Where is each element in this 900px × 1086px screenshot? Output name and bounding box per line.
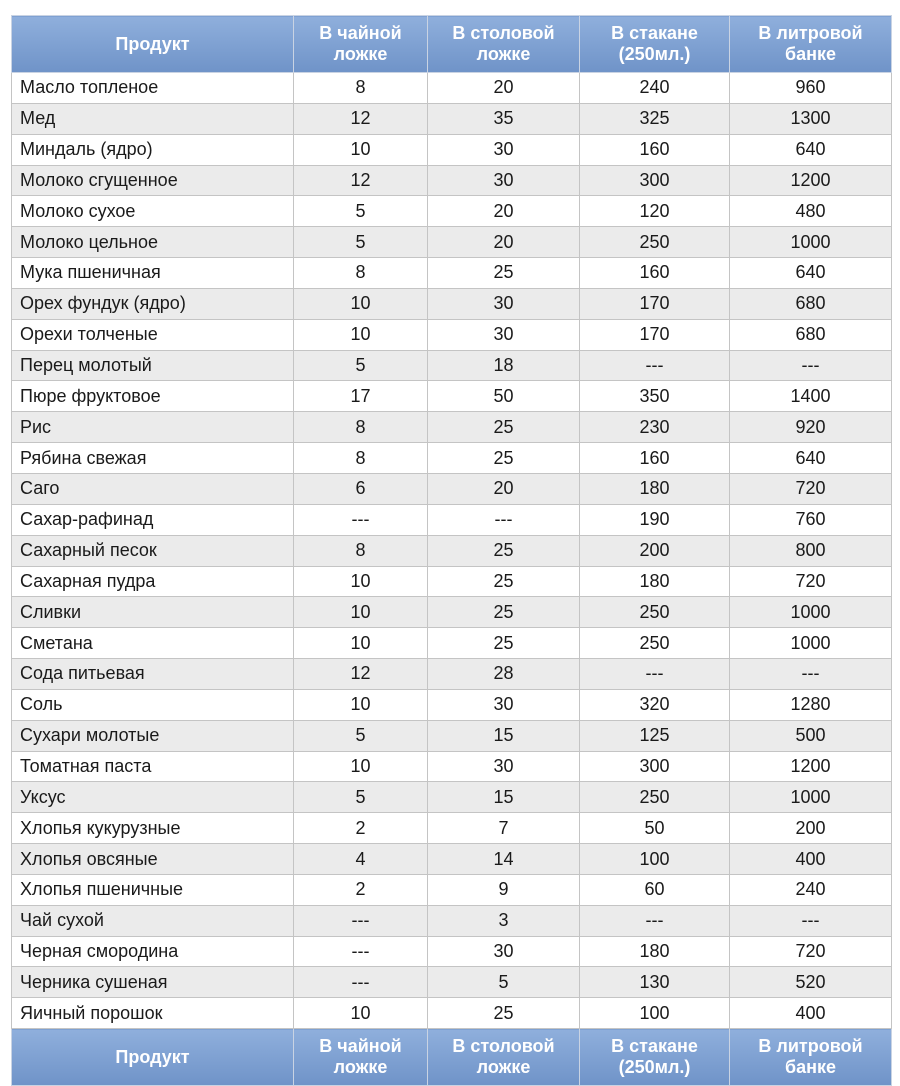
glass-value: 100 [580, 844, 730, 875]
footer-tablespoon-line2: ложке [476, 1057, 531, 1078]
table-row [12, 905, 892, 936]
table-row [12, 936, 892, 967]
product-name: Чай сухой [12, 905, 294, 936]
liter-jar-value: 960 [730, 73, 892, 104]
glass-value: 170 [580, 319, 730, 350]
liter-jar-value: 640 [730, 134, 892, 165]
teaspoon-value: 10 [294, 998, 428, 1029]
product-name: Сода питьевая [12, 659, 294, 690]
tablespoon-value: 20 [428, 73, 580, 104]
product-name: Рябина свежая [12, 443, 294, 474]
liter-jar-value: 920 [730, 412, 892, 443]
header-tablespoon-line2: ложке [476, 44, 531, 64]
measures-table-container [11, 15, 891, 1086]
header-tablespoon [428, 16, 580, 73]
tablespoon-value: 30 [428, 319, 580, 350]
glass-value: 230 [580, 412, 730, 443]
table-row [12, 196, 892, 227]
liter-jar-value: 720 [730, 473, 892, 504]
glass-value: 180 [580, 936, 730, 967]
table-row [12, 689, 892, 720]
tablespoon-value: 15 [428, 782, 580, 813]
teaspoon-value: 8 [294, 258, 428, 289]
header-teaspoon-line1: В чайной [319, 23, 402, 43]
teaspoon-value: 10 [294, 751, 428, 782]
tablespoon-value: --- [428, 504, 580, 535]
product-name: Рис [12, 412, 294, 443]
glass-value: 60 [580, 874, 730, 905]
tablespoon-value: 30 [428, 165, 580, 196]
teaspoon-value: 12 [294, 103, 428, 134]
teaspoon-value: 12 [294, 165, 428, 196]
liter-jar-value: 760 [730, 504, 892, 535]
teaspoon-value: 10 [294, 628, 428, 659]
liter-jar-value: 680 [730, 319, 892, 350]
table-row [12, 782, 892, 813]
teaspoon-value: 10 [294, 566, 428, 597]
table-header [12, 16, 892, 73]
teaspoon-value: 10 [294, 319, 428, 350]
tablespoon-value: 25 [428, 443, 580, 474]
tablespoon-value: 15 [428, 720, 580, 751]
teaspoon-value: 5 [294, 227, 428, 258]
product-name: Мед [12, 103, 294, 134]
teaspoon-value: 4 [294, 844, 428, 875]
liter-jar-value: 200 [730, 813, 892, 844]
footer-row [12, 1029, 892, 1086]
teaspoon-value: --- [294, 967, 428, 998]
liter-jar-value: 1200 [730, 751, 892, 782]
liter-jar-value: --- [730, 659, 892, 690]
teaspoon-value: --- [294, 936, 428, 967]
liter-jar-value: 640 [730, 443, 892, 474]
table-row [12, 751, 892, 782]
product-name: Молоко сгущенное [12, 165, 294, 196]
product-name: Сметана [12, 628, 294, 659]
measures-table [11, 15, 892, 1086]
glass-value: 250 [580, 782, 730, 813]
header-liter-jar [730, 16, 892, 73]
footer-liter-jar-line2: банке [784, 1057, 837, 1078]
glass-value: 190 [580, 504, 730, 535]
teaspoon-value: 5 [294, 720, 428, 751]
product-name: Масло топленое [12, 73, 294, 104]
glass-value: 300 [580, 751, 730, 782]
table-body [12, 73, 892, 1029]
teaspoon-value: 5 [294, 782, 428, 813]
product-name: Пюре фруктовое [12, 381, 294, 412]
table-row [12, 412, 892, 443]
table-row [12, 134, 892, 165]
product-name: Черника сушеная [12, 967, 294, 998]
teaspoon-value: 8 [294, 535, 428, 566]
footer-product: Продукт [12, 1029, 294, 1086]
product-name: Сухари молотые [12, 720, 294, 751]
glass-value: 320 [580, 689, 730, 720]
teaspoon-value: 10 [294, 597, 428, 628]
table-row [12, 288, 892, 319]
tablespoon-value: 3 [428, 905, 580, 936]
footer-teaspoon-line2: ложке [333, 1057, 388, 1078]
teaspoon-value: 8 [294, 412, 428, 443]
table-row [12, 535, 892, 566]
footer-liter-jar [730, 1029, 892, 1086]
liter-jar-value: 1000 [730, 782, 892, 813]
glass-value: 250 [580, 628, 730, 659]
teaspoon-value: 17 [294, 381, 428, 412]
liter-jar-value: 520 [730, 967, 892, 998]
product-name: Уксус [12, 782, 294, 813]
tablespoon-value: 9 [428, 874, 580, 905]
liter-jar-value: 400 [730, 998, 892, 1029]
tablespoon-value: 14 [428, 844, 580, 875]
liter-jar-value: 720 [730, 936, 892, 967]
table-row [12, 628, 892, 659]
glass-value: 250 [580, 597, 730, 628]
liter-jar-value: 640 [730, 258, 892, 289]
tablespoon-value: 20 [428, 227, 580, 258]
liter-jar-value: 400 [730, 844, 892, 875]
table-row [12, 874, 892, 905]
tablespoon-value: 25 [428, 998, 580, 1029]
product-name: Сливки [12, 597, 294, 628]
header-product: Продукт [12, 16, 294, 73]
product-name: Сахарный песок [12, 535, 294, 566]
liter-jar-value: 1000 [730, 597, 892, 628]
liter-jar-value: 500 [730, 720, 892, 751]
tablespoon-value: 28 [428, 659, 580, 690]
product-name: Хлопья пшеничные [12, 874, 294, 905]
product-name: Томатная паста [12, 751, 294, 782]
table-row [12, 813, 892, 844]
footer-teaspoon [294, 1029, 428, 1086]
liter-jar-value: 1000 [730, 227, 892, 258]
table-row [12, 566, 892, 597]
tablespoon-value: 25 [428, 597, 580, 628]
tablespoon-value: 20 [428, 196, 580, 227]
footer-glass-line1: В стакане [611, 1036, 698, 1057]
tablespoon-value: 30 [428, 134, 580, 165]
product-name: Перец молотый [12, 350, 294, 381]
header-liter-jar-line2: банке [784, 44, 837, 64]
liter-jar-value: 1000 [730, 628, 892, 659]
glass-value: 180 [580, 566, 730, 597]
glass-value: 50 [580, 813, 730, 844]
header-glass-line1: В стакане [611, 23, 698, 43]
table-row [12, 998, 892, 1029]
table-footer [12, 1029, 892, 1086]
table-row [12, 473, 892, 504]
product-name: Миндаль (ядро) [12, 134, 294, 165]
product-name: Хлопья кукурузные [12, 813, 294, 844]
teaspoon-value: 10 [294, 288, 428, 319]
tablespoon-value: 30 [428, 288, 580, 319]
liter-jar-value: --- [730, 350, 892, 381]
glass-value: --- [580, 350, 730, 381]
teaspoon-value: 2 [294, 813, 428, 844]
liter-jar-value: 1300 [730, 103, 892, 134]
table-row [12, 443, 892, 474]
product-name: Орехи толченые [12, 319, 294, 350]
liter-jar-value: 680 [730, 288, 892, 319]
product-name: Сахар-рафинад [12, 504, 294, 535]
table-row [12, 381, 892, 412]
table-row [12, 597, 892, 628]
tablespoon-value: 7 [428, 813, 580, 844]
tablespoon-value: 25 [428, 535, 580, 566]
product-name: Соль [12, 689, 294, 720]
teaspoon-value: --- [294, 905, 428, 936]
product-name: Саго [12, 473, 294, 504]
product-name: Сахарная пудра [12, 566, 294, 597]
product-name: Молоко цельное [12, 227, 294, 258]
product-name: Черная смородина [12, 936, 294, 967]
teaspoon-value: 8 [294, 443, 428, 474]
header-row [12, 16, 892, 73]
table-row [12, 227, 892, 258]
glass-value: 120 [580, 196, 730, 227]
tablespoon-value: 30 [428, 936, 580, 967]
glass-value: --- [580, 905, 730, 936]
table-row [12, 319, 892, 350]
table-row [12, 350, 892, 381]
tablespoon-value: 5 [428, 967, 580, 998]
table-row [12, 73, 892, 104]
header-glass-line2: (250мл.) [618, 44, 691, 64]
glass-value: 350 [580, 381, 730, 412]
header-teaspoon [294, 16, 428, 73]
header-tablespoon-line1: В столовой [452, 23, 555, 43]
liter-jar-value: --- [730, 905, 892, 936]
tablespoon-value: 35 [428, 103, 580, 134]
liter-jar-value: 1400 [730, 381, 892, 412]
liter-jar-value: 240 [730, 874, 892, 905]
table-row [12, 967, 892, 998]
glass-value: 240 [580, 73, 730, 104]
product-name: Мука пшеничная [12, 258, 294, 289]
footer-glass-line2: (250мл.) [618, 1057, 691, 1078]
table-row [12, 165, 892, 196]
tablespoon-value: 25 [428, 412, 580, 443]
liter-jar-value: 480 [730, 196, 892, 227]
glass-value: 125 [580, 720, 730, 751]
table-row [12, 659, 892, 690]
tablespoon-value: 50 [428, 381, 580, 412]
glass-value: 170 [580, 288, 730, 319]
tablespoon-value: 25 [428, 566, 580, 597]
product-name: Яичный порошок [12, 998, 294, 1029]
table-row [12, 504, 892, 535]
teaspoon-value: 2 [294, 874, 428, 905]
table-row [12, 258, 892, 289]
glass-value: 100 [580, 998, 730, 1029]
glass-value: 160 [580, 258, 730, 289]
glass-value: 300 [580, 165, 730, 196]
glass-value: --- [580, 659, 730, 690]
teaspoon-value: 6 [294, 473, 428, 504]
tablespoon-value: 30 [428, 689, 580, 720]
footer-teaspoon-line1: В чайной [319, 1036, 402, 1057]
glass-value: 180 [580, 473, 730, 504]
footer-glass [580, 1029, 730, 1086]
glass-value: 200 [580, 535, 730, 566]
product-name: Хлопья овсяные [12, 844, 294, 875]
liter-jar-value: 1280 [730, 689, 892, 720]
tablespoon-value: 18 [428, 350, 580, 381]
table-row [12, 720, 892, 751]
tablespoon-value: 25 [428, 258, 580, 289]
teaspoon-value: 10 [294, 134, 428, 165]
teaspoon-value: 5 [294, 350, 428, 381]
liter-jar-value: 720 [730, 566, 892, 597]
table-row [12, 103, 892, 134]
glass-value: 250 [580, 227, 730, 258]
header-glass [580, 16, 730, 73]
teaspoon-value: 10 [294, 689, 428, 720]
table-row [12, 844, 892, 875]
footer-tablespoon-line1: В столовой [452, 1036, 555, 1057]
product-name: Молоко сухое [12, 196, 294, 227]
tablespoon-value: 30 [428, 751, 580, 782]
liter-jar-value: 800 [730, 535, 892, 566]
teaspoon-value: 12 [294, 659, 428, 690]
tablespoon-value: 25 [428, 628, 580, 659]
teaspoon-value: --- [294, 504, 428, 535]
header-liter-jar-line1: В литровой [758, 23, 863, 43]
teaspoon-value: 8 [294, 73, 428, 104]
liter-jar-value: 1200 [730, 165, 892, 196]
teaspoon-value: 5 [294, 196, 428, 227]
glass-value: 325 [580, 103, 730, 134]
footer-liter-jar-line1: В литровой [758, 1036, 863, 1057]
tablespoon-value: 20 [428, 473, 580, 504]
product-name: Орех фундук (ядро) [12, 288, 294, 319]
header-teaspoon-line2: ложке [333, 44, 388, 64]
glass-value: 160 [580, 443, 730, 474]
glass-value: 160 [580, 134, 730, 165]
glass-value: 130 [580, 967, 730, 998]
footer-tablespoon [428, 1029, 580, 1086]
